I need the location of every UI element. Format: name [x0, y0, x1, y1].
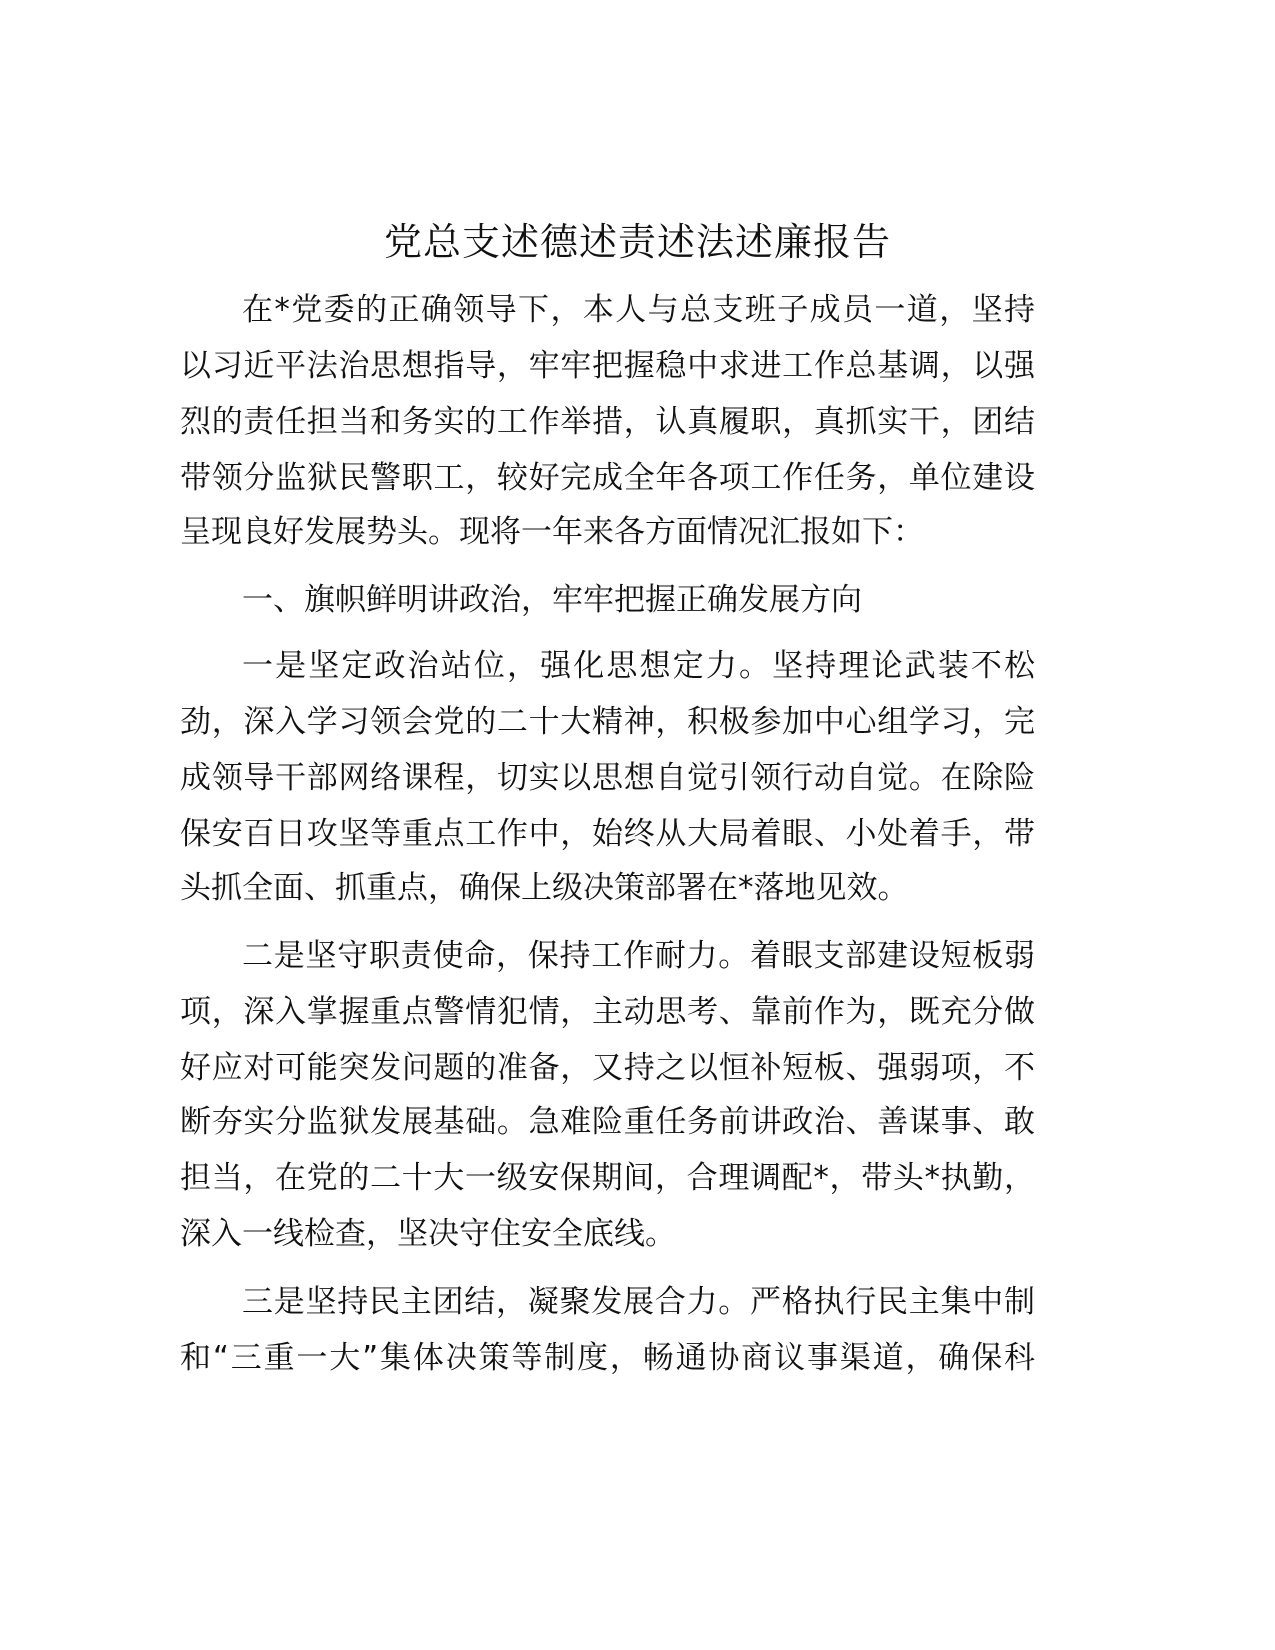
- paragraph-line: 和“三重一大”集体决策等制度，畅通协商议事渠道，确保科: [180, 1340, 1035, 1376]
- paragraph-line: 在*党委的正确领导下，本人与总支班子成员一道，坚持: [242, 292, 1035, 328]
- paragraph-line: 以习近平法治思想指导，牢牢把握稳中求进工作总基调，以强: [180, 348, 1035, 384]
- paragraph-line: 呈现良好发展势头。现将一年来各方面情况汇报如下：: [180, 514, 924, 550]
- paragraph-line: 成领导干部网络课程，切实以思想自觉引领行动自觉。在除险: [180, 760, 1035, 796]
- paragraph-line: 一是坚定政治站位，强化思想定力。坚持理论武装不松: [242, 648, 1035, 684]
- document-title: 党总支述德述责述法述廉报告: [383, 220, 891, 264]
- paragraph-line: 烈的责任担当和务实的工作举措，认真履职，真抓实干，团结: [180, 404, 1035, 440]
- paragraph-line: 三是坚持民主团结，凝聚发展合力。严格执行民主集中制: [242, 1284, 1035, 1320]
- paragraph-line: 二是坚守职责使命，保持工作耐力。着眼支部建设短板弱: [242, 938, 1035, 974]
- paragraph-line: 好应对可能突发问题的准备，又持之以恒补短板、强弱项，不: [180, 1050, 1035, 1086]
- paragraph-line: 深入一线检查，坚决守住安全底线。: [180, 1216, 676, 1252]
- paragraph-line: 项，深入掌握重点警情犯情，主动思考、靠前作为，既充分做: [180, 994, 1035, 1030]
- paragraph-line: 劲，深入学习领会党的二十大精神，积极参加中心组学习，完: [180, 704, 1035, 740]
- paragraph-line: 保安百日攻坚等重点工作中，始终从大局着眼、小处着手，带: [180, 816, 1035, 852]
- paragraph-line: 断夯实分监狱发展基础。急难险重任务前讲政治、善谋事、敢: [180, 1104, 1035, 1140]
- paragraph-line: 担当，在党的二十大一级安保期间，合理调配*，带头*执勤，: [180, 1160, 1035, 1196]
- paragraph-line: 头抓全面、抓重点，确保上级决策部署在*落地见效。: [180, 870, 909, 906]
- section-heading: 一、旗帜鲜明讲政治，牢牢把握正确发展方向: [242, 582, 862, 618]
- paragraph-line: 带领分监狱民警职工，较好完成全年各项工作任务，单位建设: [180, 460, 1035, 496]
